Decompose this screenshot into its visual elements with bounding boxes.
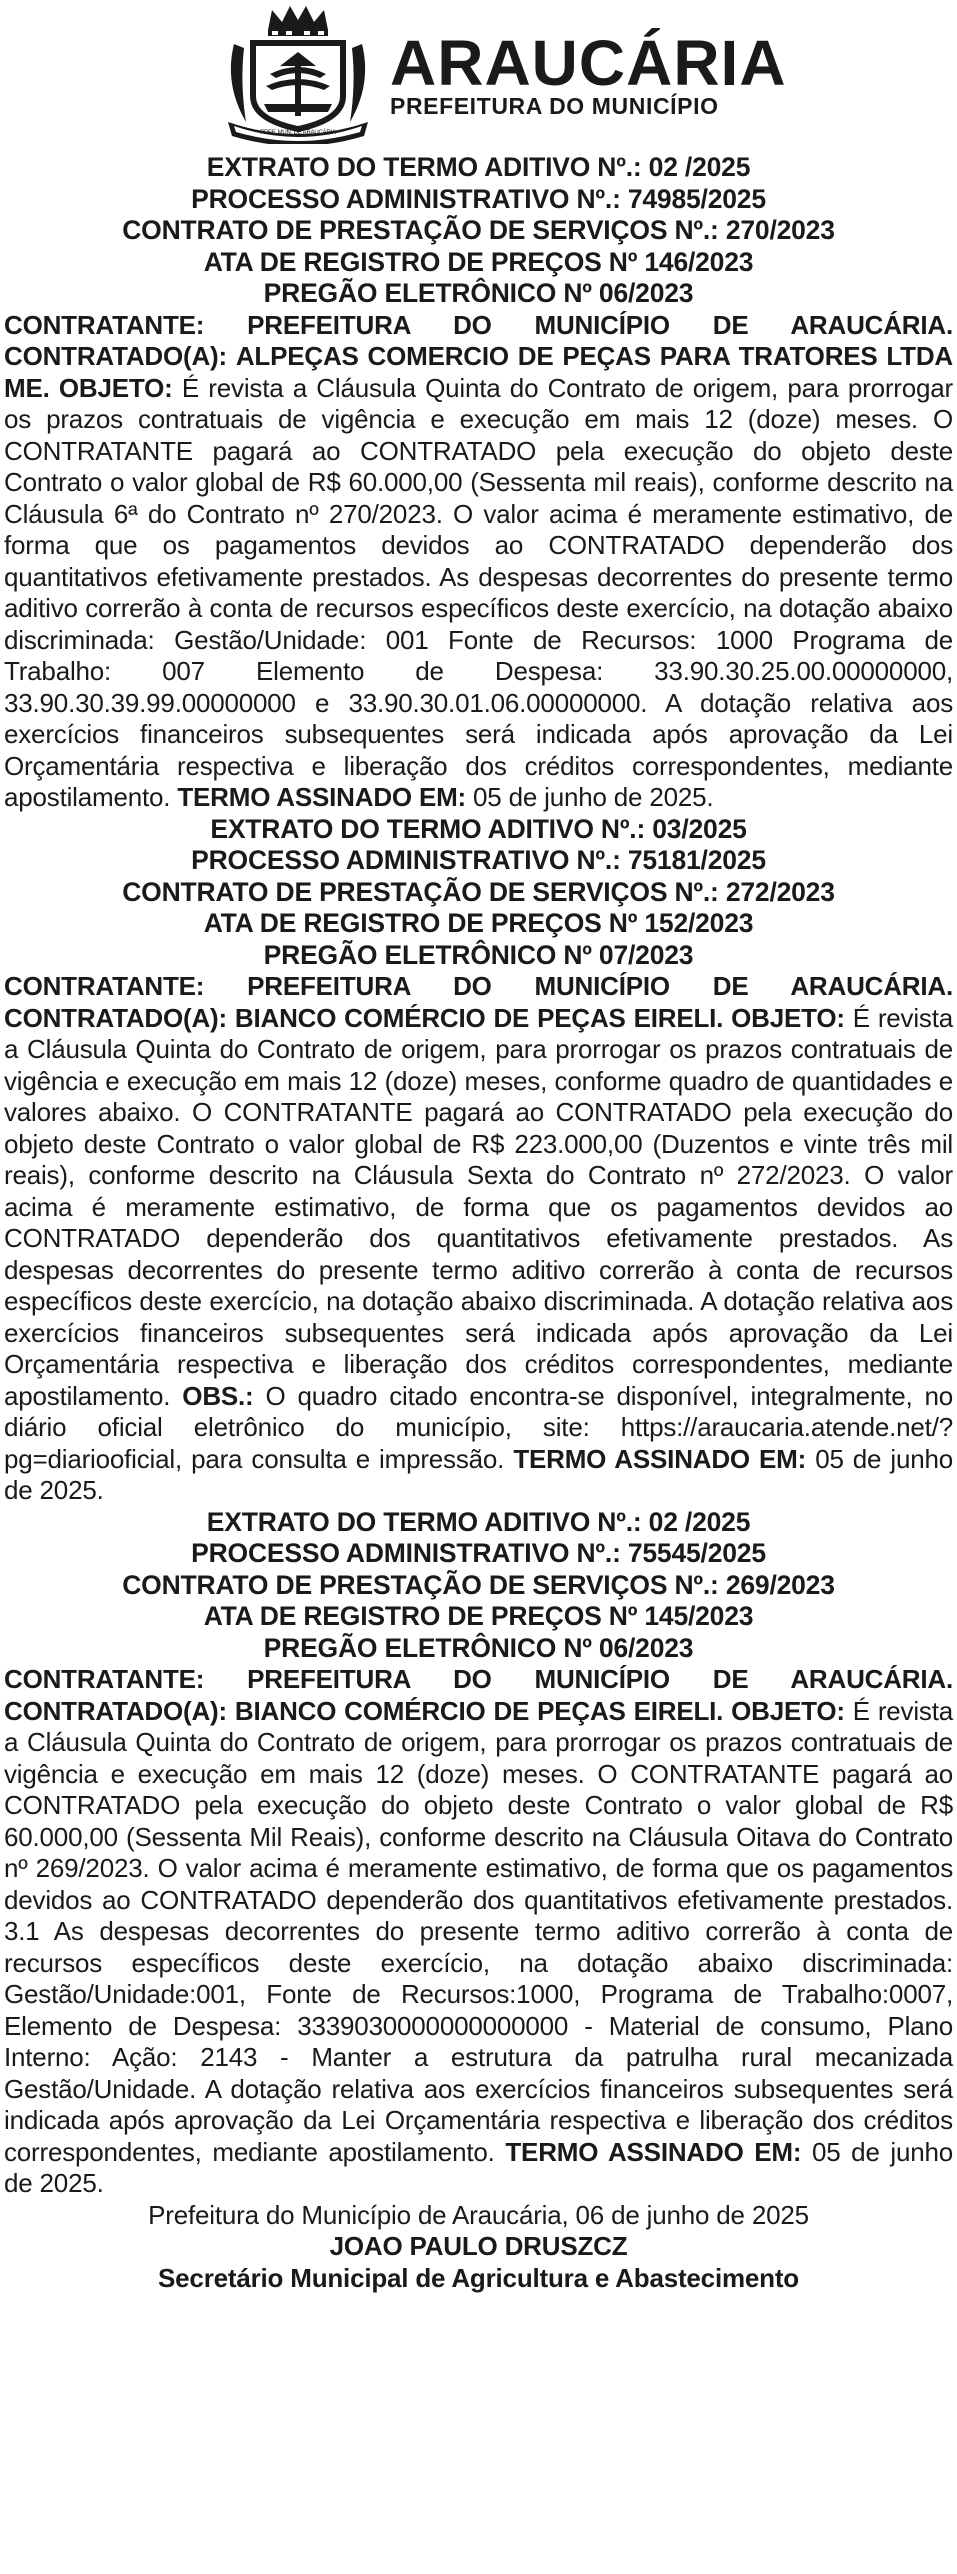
- obs-label: OBS.:: [182, 1380, 254, 1411]
- contratado-label: CONTRATADO(A):: [4, 1002, 227, 1033]
- signature-block: [4, 2200, 953, 2295]
- headline-ata: ATA DE REGISTRO DE PREÇOS Nº 145/2023: [203, 1601, 754, 1631]
- contratado-label: CONTRATADO(A):: [4, 1695, 227, 1726]
- signer-role: Secretário Municipal de Agricultura e Abastecimento: [158, 2262, 799, 2293]
- extract-section-2: [4, 814, 953, 1507]
- headline-processo: PROCESSO ADMINISTRATIVO Nº.: 74985/2025: [191, 183, 766, 214]
- municipal-crest-logo: [220, 4, 376, 144]
- headline-contrato: CONTRATO DE PRESTAÇÃO DE SERVIÇOS Nº.: 270/2023: [122, 215, 835, 245]
- extract-section-3: [4, 1507, 953, 2200]
- headline-termo-aditivo: EXTRATO DO TERMO ADITIVO Nº.: 02 /2025: [206, 1506, 751, 1537]
- brand-subtitle: PREFEITURA DO MUNICÍPIO: [390, 93, 719, 119]
- headline-pregao: PREGÃO ELETRÔNICO Nº 07/2023: [263, 939, 694, 970]
- objeto-label: OBJETO:: [731, 1695, 845, 1726]
- objeto-label: OBJETO:: [58, 372, 173, 403]
- contratado-label: CONTRATADO(A):: [4, 341, 227, 371]
- place-date: Prefeitura do Município de Araucária, 06 de junho de 2025: [148, 2199, 809, 2230]
- objeto-label: OBJETO:: [731, 1002, 845, 1033]
- contratante-label: CONTRATANTE:: [4, 971, 205, 1001]
- assinado-label: TERMO ASSINADO EM:: [177, 782, 467, 812]
- contratante-value: PREFEITURA DO MUNICÍPIO DE ARAUCÁRIA.: [247, 971, 953, 1001]
- headline-contrato: CONTRATO DE PRESTAÇÃO DE SERVIÇOS Nº.: 272/2023: [122, 876, 835, 907]
- contratante-value: PREFEITURA DO MUNICÍPIO DE ARAUCÁRIA.: [247, 1664, 953, 1694]
- assinado-label: TERMO ASSINADO EM:: [513, 1443, 807, 1474]
- brand-name: ARAUCÁRIA: [390, 27, 787, 99]
- assinado-value: 05 de junho de 2025.: [473, 782, 714, 812]
- assinado-label: TERMO ASSINADO EM:: [505, 2136, 802, 2167]
- contratado-value: BIANCO COMÉRCIO DE PEÇAS EIRELI.: [234, 1695, 724, 1726]
- obs-text: O quadro citado encontra-se disponível, integralmente, no diário oficial eletrônico do município, site: https://araucaria.atende.net/?pg=diariooficial, para consulta e impressão.: [4, 1380, 953, 1474]
- contratante-label: CONTRATANTE:: [4, 1664, 205, 1694]
- brand-block: [390, 27, 787, 119]
- signer-name: JOAO PAULO DRUSZCZ: [329, 2231, 628, 2261]
- contratado-value: BIANCO COMÉRCIO DE PEÇAS EIRELI.: [234, 1002, 724, 1033]
- contratado-value: ALPEÇAS COMERCIO DE PEÇAS PARA TRATORES LTDA ME.: [4, 341, 953, 403]
- headline-termo-aditivo: EXTRATO DO TERMO ADITIVO Nº.: 03/2025: [210, 813, 747, 844]
- assinado-value: 05 de junho de 2025.: [4, 2136, 953, 2198]
- headline-pregao: PREGÃO ELETRÔNICO Nº 06/2023: [263, 278, 694, 308]
- objeto-text: É revista a Cláusula Quinta do Contrato de origem, para prorrogar os prazos contratuais de vigência e execução em mais 12 (doze) meses. O CONTRATANTE pagará ao CONTRATADO pela execução do objeto deste Contrato o valor global de R$ 60.000,00 (Sessenta mil reais), conforme descrito na Cláusula 6ª do Contrato nº 270/2023. O valor acima é meramente estimativo, de forma que os pagamentos devidos ao CONTRATADO dependerão dos quantitativos efetivamente prestados. As despesas decorrentes do presente termo aditivo correrão à conta de recursos específicos deste exercício, na dotação abaixo discriminada: Gestão/Unidade: 001 Fonte de Recursos: 1000 Programa de Trabalho: 007 Elemento de Despesa: 33.90.30.25.00.00000000, 33.90.30.39.99.00000000 e 33.90.30.01.06.00000000. A dotação relativa aos exercícios financeiros subsequentes será indicada após aprovação da Lei Orçamentária respectiva e liberação dos créditos correspondentes, mediante apostilamento.: [4, 372, 953, 812]
- headline-contrato: CONTRATO DE PRESTAÇÃO DE SERVIÇOS Nº.: 269/2023: [122, 1569, 835, 1600]
- crest-ribbon-text: PREF. MUN. DE ARAUCÁRIA: [260, 130, 336, 136]
- headline-processo: PROCESSO ADMINISTRATIVO Nº.: 75545/2025: [191, 1538, 766, 1568]
- assinado-value: 05 de junho de 2025.: [4, 1443, 954, 1505]
- section-body: [4, 1664, 953, 2200]
- extract-section-1: [4, 152, 953, 814]
- headline-termo-aditivo: EXTRATO DO TERMO ADITIVO Nº.: 02 /2025: [206, 152, 751, 182]
- headline-pregao: PREGÃO ELETRÔNICO Nº 06/2023: [263, 1632, 694, 1663]
- section-body: [4, 310, 953, 814]
- section-body: [4, 971, 953, 1507]
- headline-processo: PROCESSO ADMINISTRATIVO Nº.: 75181/2025: [191, 845, 766, 875]
- headline-ata: ATA DE REGISTRO DE PREÇOS Nº 146/2023: [203, 246, 754, 277]
- headline-ata: ATA DE REGISTRO DE PREÇOS Nº 152/2023: [203, 908, 754, 938]
- contratante-label: CONTRATANTE:: [4, 309, 205, 340]
- contratante-value: PREFEITURA DO MUNICÍPIO DE ARAUCÁRIA.: [247, 309, 953, 340]
- objeto-text: É revista a Cláusula Quinta do Contrato de origem, para prorrogar os prazos contratuais de vigência e execução em mais 12 (doze) meses, conforme quadro de quantidades e valores abaixo. O CONTRATANTE pagará ao CONTRATADO pela execução do objeto deste Contrato o valor global de R$ 223.000,00 (Duzentos e vinte três mil reais), conforme descrito na Cláusula Sexta do Contrato nº 272/2023. O valor acima é meramente estimativo, de forma que os pagamentos devidos ao CONTRATADO dependerão dos quantitativos efetivamente prestados. As despesas decorrentes do presente termo aditivo correrão à conta de recursos específicos deste exercício, na dotação abaixo discriminada. A dotação relativa aos exercícios financeiros subsequentes será indicada após aprovação da Lei Orçamentária respectiva e liberação dos créditos correspondentes, mediante apostilamento.: [4, 1002, 953, 1411]
- header: [4, 0, 953, 148]
- objeto-text: É revista a Cláusula Quinta do Contrato de origem, para prorrogar os prazos contratuais de vigência e execução em mais 12 (doze) meses. O CONTRATANTE pagará ao CONTRATADO pela execução do objeto deste Contrato o valor global de R$ 60.000,00 (Sessenta Mil Reais), conforme descrito na Cláusula Oitava do Contrato nº 269/2023. O valor acima é meramente estimativo, de forma que os pagamentos devidos ao CONTRATADO dependerão dos quantitativos efetivamente prestados. 3.1 As despesas decorrentes do presente termo aditivo correrão à conta de recursos específicos deste exercício, na dotação abaixo discriminada: Gestão/Unidade:001, Fonte de Recursos:1000, Programa de Trabalho:0007, Elemento de Despesa: 3339030000000000000 - Material de consumo, Plano Interno: Ação: 2143 - Manter a estrutura da patrulha rural mecanizada Gestão/Unidade. A dotação relativa aos exercícios financeiros subsequentes será indicada após aprovação da Lei Orçamentária respectiva e liberação dos créditos correspondentes, mediante apostilamento.: [4, 1695, 953, 2167]
